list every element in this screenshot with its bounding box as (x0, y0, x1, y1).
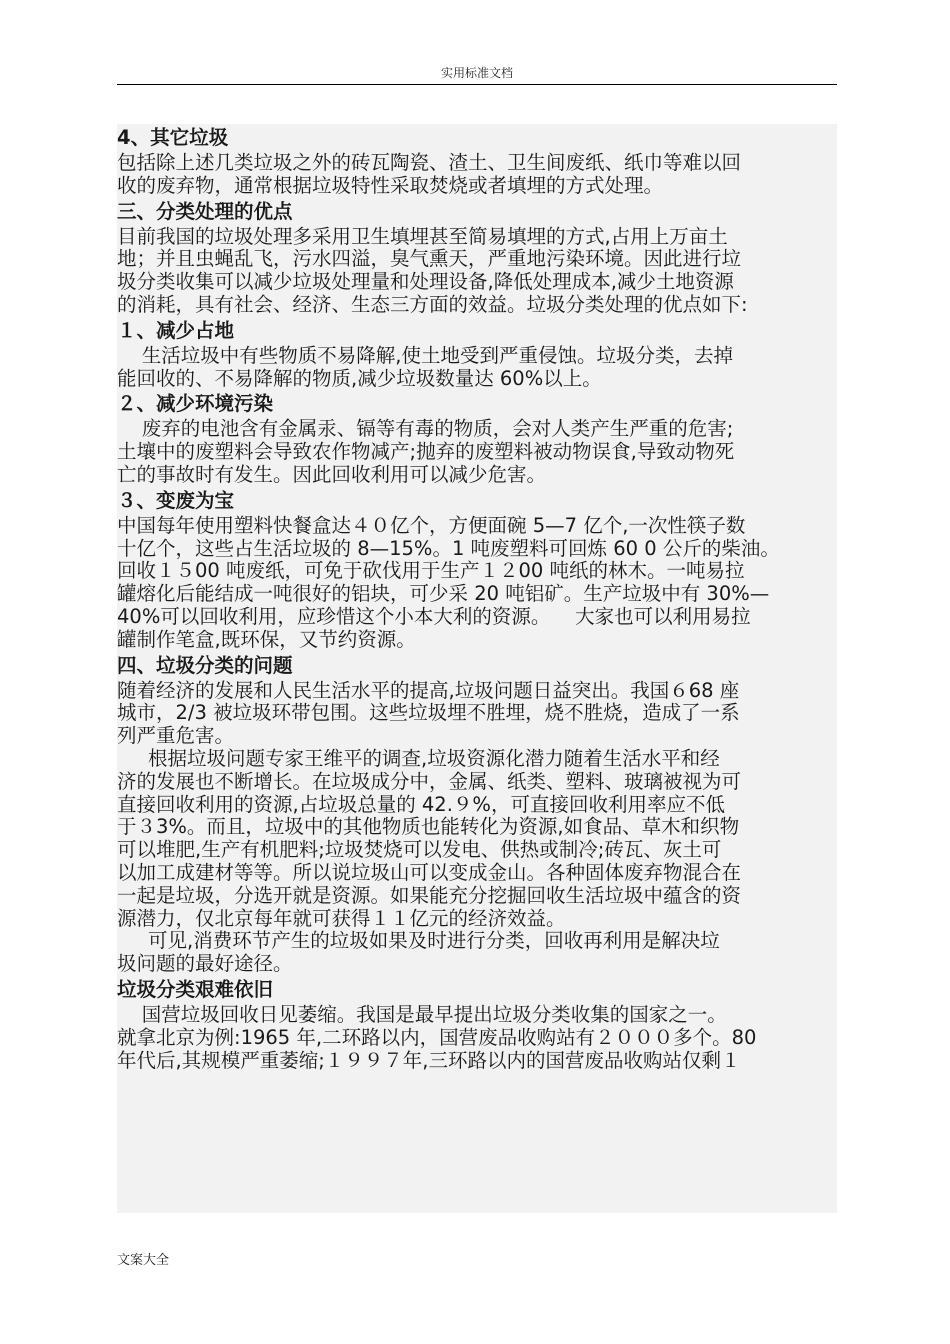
paragraph-line: 罐熔化后能结成一吨很好的铝块，可少采 20 吨铝矿。生产垃圾中有 30%— (117, 583, 770, 606)
paragraph-line: 直接回收利用的资源,占垃圾总量的 42.９%，可直接回收利用率应不低 (117, 793, 725, 816)
paragraph-line: 于３3%。而且，垃圾中的其他物质也能转化为资源,如食品、草木和织物 (117, 816, 740, 839)
section-heading: 三、分类处理的优点 (117, 199, 293, 223)
paragraph-line: 源潜力，仅北京每年就可获得１１亿元的经济效益。 (117, 907, 566, 930)
paragraph-line: 根据垃圾问题专家王维平的调查,垃圾资源化潜力随着生活水平和经 (117, 747, 720, 770)
paragraph-line: 目前我国的垃圾处理多采用卫生填埋甚至简易填埋的方式,占用上万亩土 (117, 225, 728, 248)
paragraph-line: 可见,消费环节产生的垃圾如果及时进行分类，回收再利用是解决垃 (117, 930, 720, 953)
header-divider (117, 84, 837, 85)
paragraph-line: 的消耗，具有社会、经济、生态三方面的效益。垃圾分类处理的优点如下: (117, 293, 748, 316)
section-heading: ２、减少环境污染 (117, 392, 274, 416)
paragraph-line: 一起是垃圾，分选开就是资源。如果能充分挖掘回收生活垃圾中蕴含的资 (117, 884, 742, 907)
paragraph-line: 可以堆肥,生产有机肥料;垃圾焚烧可以发电、供热或制冷;砖瓦、灰土可 (117, 839, 722, 862)
page-header: 实用标准文档 (440, 66, 513, 80)
section-heading: １、减少占地 (117, 318, 235, 342)
paragraph-line: 生活垃圾中有些物质不易降解,使土地受到严重侵蚀。垃圾分类，去掉 (117, 344, 733, 367)
paragraph-line: 圾问题的最好途径。 (117, 953, 293, 976)
paragraph-line: 废弃的电池含有金属汞、镉等有毒的物质，会对人类产生严重的危害; (117, 418, 734, 441)
paragraph-line: 年代后,其规模严重萎缩;１９９７年,三环路以内的国营废品收购站仅剩１ (117, 1049, 741, 1072)
paragraph-line: 罐制作笔盒,既环保，又节约资源。 (117, 628, 416, 651)
paragraph-line: 国营垃圾回收日见萎缩。我国是最早提出垃圾分类收集的国家之一。 (117, 1003, 727, 1026)
section-heading: ３、变废为宝 (117, 488, 235, 512)
section-heading: 四、垃圾分类的问题 (117, 653, 293, 677)
section-heading: 4、其它垃圾 (117, 126, 229, 149)
paragraph-line: 城市，2/3 被垃圾环带包围。这些垃圾埋不胜埋，烧不胜烧，造成了一系 (117, 702, 740, 725)
paragraph-line: 列严重危害。 (117, 725, 235, 748)
paragraph-line: 十亿个，这些占生活垃圾的 8—15%。1 吨废塑料可回炼 60 0 公斤的柴油。 (117, 537, 780, 560)
paragraph-line: 济的发展也不断增长。在垃圾成分中，金属、纸类、塑料、玻璃被视为可 (117, 770, 742, 793)
paragraph-line: 中国每年使用塑料快餐盒达４０亿个，方便面碗 5—7 亿个,一次性筷子数 (117, 514, 746, 537)
paragraph-line: 圾分类收集可以减少垃圾处理量和处理设备,降低处理成本,减少土地资源 (117, 271, 734, 294)
paragraph-line: 亡的事故时有发生。因此回收利用可以减少危害。 (117, 463, 547, 486)
document-body (117, 124, 837, 1213)
paragraph-line: 就拿北京为例:1965 年,二环路以内，国营废品收购站有２０００多个。80 (117, 1026, 757, 1049)
paragraph-line: 地；并且虫蝇乱飞，污水四溢，臭气熏天，严重地污染环境。因此进行垃 (117, 248, 742, 271)
page-footer: 文案大全 (117, 1253, 170, 1268)
paragraph-line: 随着经济的发展和人民生活水平的提高,垃圾问题日益突出。我国６68 座 (117, 679, 740, 702)
paragraph-line: 以加工成建材等等。所以说垃圾山可以变成金山。各种固体废弃物混合在 (117, 861, 742, 884)
paragraph-line: 包括除上述几类垃圾之外的砖瓦陶瓷、渣土、卫生间废纸、纸巾等难以回 (117, 152, 742, 174)
paragraph-line: 收的废弃物，通常根据垃圾特性采取焚烧或者填埋的方式处理。 (117, 174, 664, 197)
section-heading: 垃圾分类艰难依旧 (117, 977, 274, 1001)
paragraph-line: 40%可以回收利用，应珍惜这个小本大利的资源。 大家也可以利用易拉 (117, 605, 751, 628)
paragraph-line: 回收１５00 吨废纸，可免于砍伐用于生产１２00 吨纸的林木。一吨易拉 (117, 560, 745, 583)
paragraph-line: 土壤中的废塑料会导致农作物减产;抛弃的废塑料被动物误食,导致动物死 (117, 441, 735, 464)
paragraph-line: 能回收的、不易降解的物质,减少垃圾数量达 60%以上。 (117, 367, 602, 390)
